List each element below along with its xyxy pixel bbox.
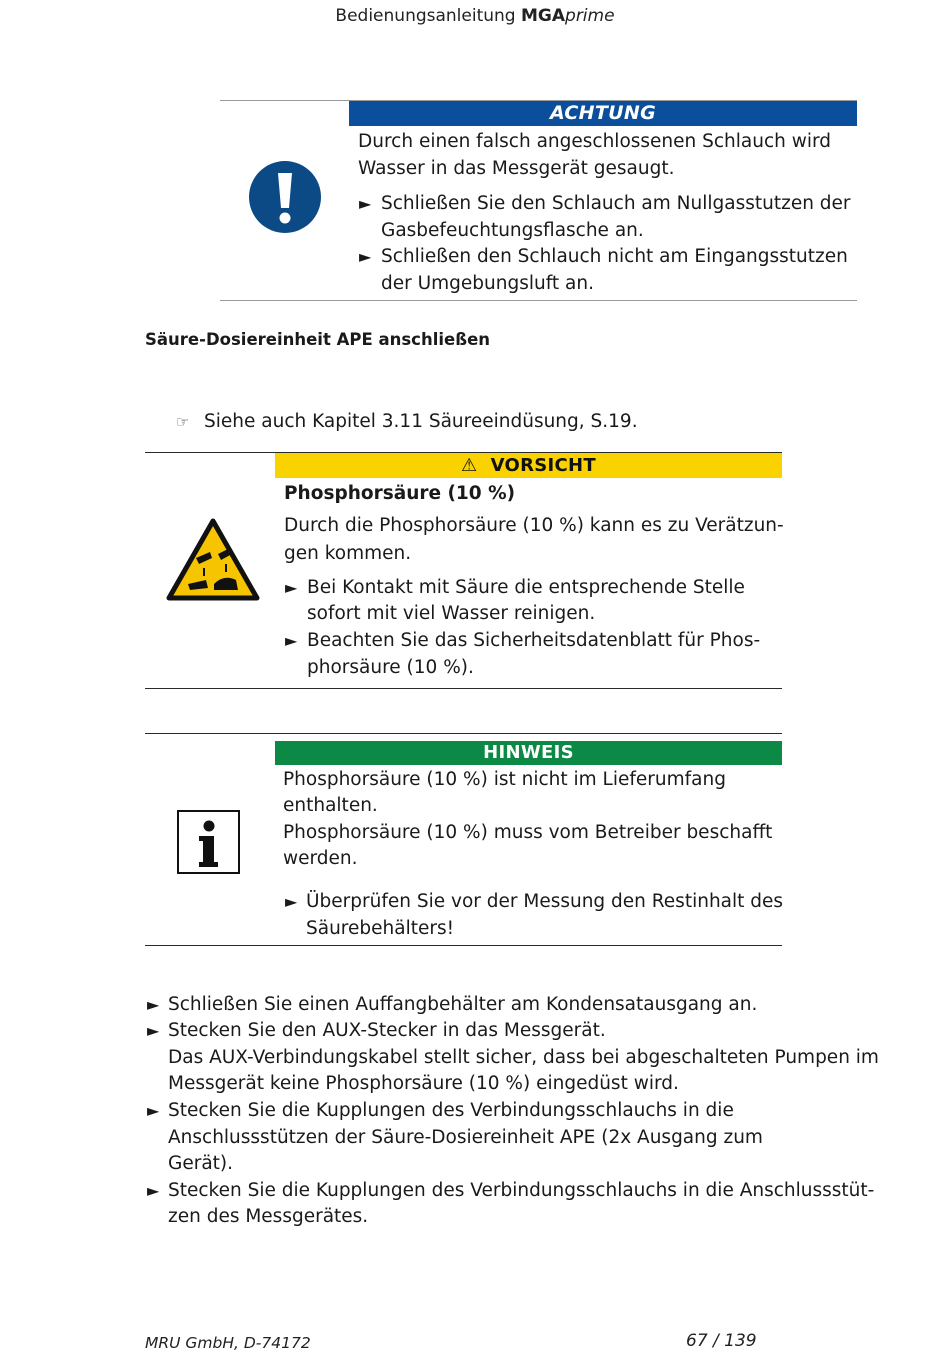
hinweis-bullet-line: Überprüfen Sie vor der Messung den Restinhalt des [306, 891, 784, 912]
vorsicht-bullet-line: Beachten Sie das Sicherheitsdatenblatt für Phos- [307, 630, 761, 651]
hinweis-text-line: enthalten. [283, 795, 378, 816]
bullet-icon: ► [359, 194, 372, 213]
footer-page-number: 67 / 139 [686, 1331, 757, 1351]
vorsicht-text-line: Durch die Phosphorsäure (10 %) kann es zu Verätzun- [284, 515, 784, 536]
achtung-bullet-line: Schließen den Schlauch nicht am Eingangsstutzen [381, 246, 848, 267]
hinweis-bullet-line: Säurebehälters! [306, 918, 455, 939]
mandatory-exclamation-icon [248, 160, 322, 234]
step-line: Stecken Sie den AUX-Stecker in das Messgerät. [168, 1020, 606, 1041]
bullet-icon: ► [359, 247, 372, 266]
hinweis-text-line: Phosphorsäure (10 %) ist nicht im Lieferumfang [283, 769, 726, 790]
achtung-bullet-line: Gasbefeuchtungsflasche an. [381, 220, 644, 241]
vorsicht-text-line: gen kommen. [284, 543, 412, 564]
bullet-icon: ► [147, 1181, 160, 1200]
step-line: Gerät). [168, 1153, 234, 1174]
step-line: Anschlussstützen der Säure-Dosiereinheit APE (2x Ausgang zum [168, 1127, 763, 1148]
hinweis-top-rule [145, 733, 782, 734]
step-line: Das AUX-Verbindungskabel stellt sicher, dass bei abgeschalteten Pumpen im [168, 1047, 879, 1068]
header-prefix: Bedienungsanleitung [335, 6, 521, 26]
header-brand-suffix: prime [565, 6, 615, 26]
vorsicht-bullet-line: sofort mit viel Wasser reinigen. [307, 603, 596, 624]
bullet-icon: ► [147, 1101, 160, 1120]
step-line: Stecken Sie die Kupplungen des Verbindungsschlauchs in die Anschlussstüt- [168, 1180, 875, 1201]
bullet-icon: ► [285, 892, 298, 911]
step-line: zen des Messgerätes. [168, 1206, 369, 1227]
vorsicht-label: VORSICHT [490, 455, 596, 476]
vorsicht-bullet-line: Bei Kontakt mit Säure die entsprechende Stelle [307, 577, 745, 598]
hinweis-text-line: Phosphorsäure (10 %) muss vom Betreiber beschafft [283, 822, 773, 843]
achtung-bullet-line: der Umgebungsluft an. [381, 273, 595, 294]
achtung-text-line: Wasser in das Messgerät gesaugt. [358, 158, 675, 179]
header-brand: MGA [521, 6, 566, 26]
bullet-icon: ► [147, 995, 160, 1014]
warning-icon: ⚠ [461, 455, 478, 476]
step-line: Stecken Sie die Kupplungen des Verbindungsschlauchs in die [168, 1100, 734, 1121]
hinweis-text-line: werden. [283, 848, 358, 869]
hinweis-label: HINWEIS [275, 741, 782, 765]
reference-link[interactable]: Siehe auch Kapitel 3.11 Säureeindüsung, S.19. [204, 411, 638, 432]
bullet-icon: ► [285, 578, 298, 597]
pointing-hand-icon: ☞ [176, 413, 190, 431]
step-line: Messgerät keine Phosphorsäure (10 %) eingedüst wird. [168, 1073, 679, 1094]
hinweis-bottom-rule [145, 945, 782, 946]
achtung-text-line: Durch einen falsch angeschlossenen Schlauch wird [358, 131, 832, 152]
vorsicht-bullet-line: phorsäure (10 %). [307, 657, 474, 678]
section-title: Säure-Dosiereinheit APE anschließen [145, 330, 491, 349]
vorsicht-label-band [275, 453, 782, 478]
bullet-icon: ► [147, 1021, 160, 1040]
achtung-bottom-rule [220, 300, 857, 301]
step-line: Schließen Sie einen Auffangbehälter am Kondensatausgang an. [168, 994, 758, 1015]
bullet-icon: ► [285, 631, 298, 650]
vorsicht-bottom-rule [145, 688, 782, 689]
page-header [0, 6, 950, 26]
information-icon [177, 810, 240, 874]
achtung-label: ACHTUNG [349, 101, 857, 126]
vorsicht-heading: Phosphorsäure (10 %) [284, 483, 516, 504]
achtung-bullet-line: Schließen Sie den Schlauch am Nullgasstutzen der [381, 193, 851, 214]
corrosive-warning-icon [166, 518, 260, 602]
footer-company: MRU GmbH, D-74172 [145, 1334, 311, 1352]
